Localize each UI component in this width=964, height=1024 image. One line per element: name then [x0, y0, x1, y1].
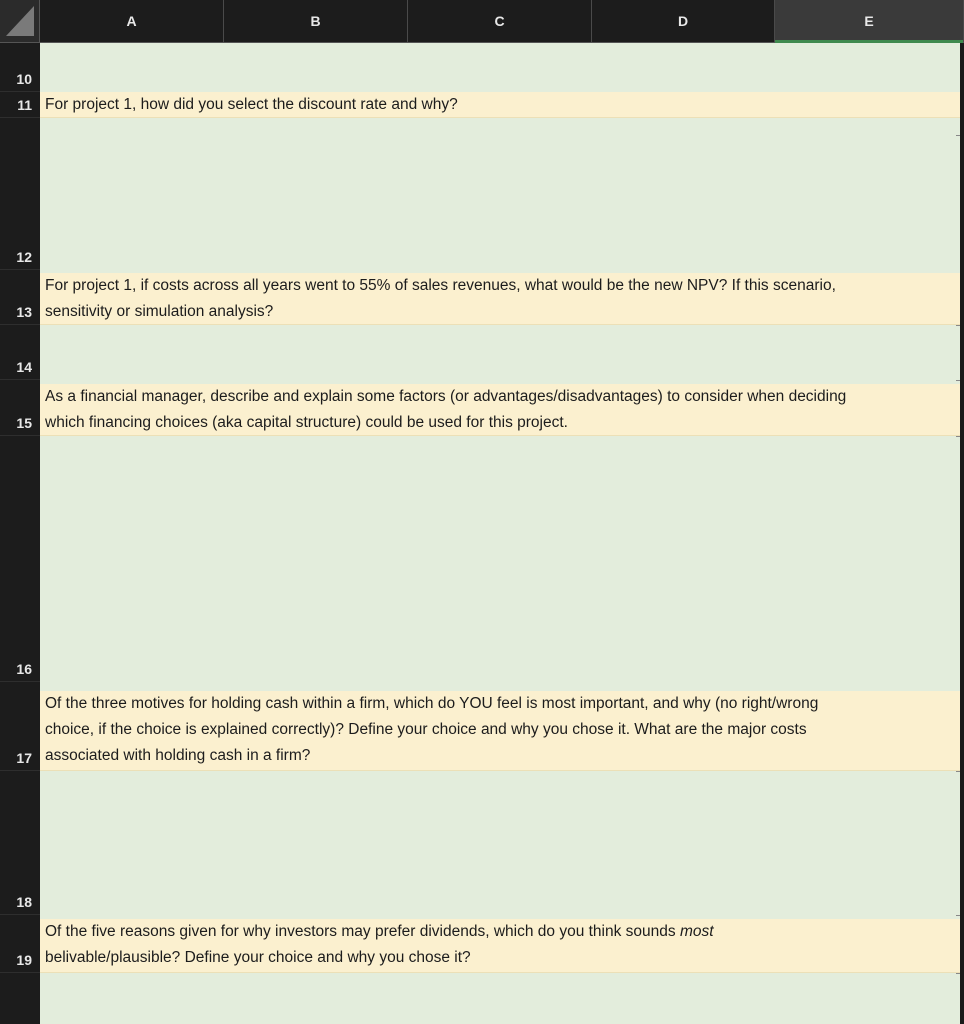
question-row-13[interactable] [40, 273, 960, 325]
emphasis-text: most [679, 923, 714, 940]
row-headers [0, 43, 40, 1024]
row-header-15[interactable]: 15 [0, 380, 40, 436]
question-row-15[interactable] [40, 384, 960, 436]
row-divider [956, 973, 960, 974]
question-text: belivable/plausible? Define your choice and why you chose it? [45, 949, 471, 966]
question-row-19[interactable] [40, 919, 960, 973]
row-header-12[interactable]: 12 [0, 118, 40, 270]
row-header-18[interactable]: 18 [0, 771, 40, 915]
question-row-17[interactable] [40, 691, 960, 771]
question-text: choice, if the choice is explained correctly)? Define your choice and why you chose it. What are the major costs [45, 721, 807, 738]
column-header-d[interactable]: D [592, 0, 775, 42]
row-divider [956, 915, 960, 916]
row-divider [956, 436, 960, 437]
row-header-10[interactable]: 10 [0, 43, 40, 92]
row-divider [956, 325, 960, 326]
question-text: For project 1, how did you select the discount rate and why? [45, 96, 458, 113]
question-text: associated with holding cash in a firm? [45, 747, 311, 764]
question-text: As a financial manager, describe and explain some factors (or advantages/disadvantages) to consider when deciding [45, 388, 847, 405]
question-row-11[interactable] [40, 92, 960, 118]
question-text: For project 1, if costs across all years went to 55% of sales revenues, what would be the new NPV? If this scenario, [45, 277, 836, 294]
row-header-17[interactable]: 17 [0, 682, 40, 771]
row-header-19[interactable]: 19 [0, 915, 40, 973]
row-header-11[interactable]: 11 [0, 92, 40, 118]
column-header-b[interactable]: B [224, 0, 408, 42]
row-header-13[interactable]: 13 [0, 270, 40, 325]
question-text-part: Of the five reasons given for why investors may prefer dividends, which do you think sounds [45, 923, 680, 940]
question-text: sensitivity or simulation analysis? [45, 303, 274, 320]
row-divider [956, 380, 960, 381]
question-text: which financing choices (aka capital structure) could be used for this project. [45, 414, 568, 431]
question-text [45, 919, 954, 945]
cell-grid[interactable] [40, 43, 960, 1024]
column-headers [40, 0, 964, 43]
column-header-a[interactable]: A [40, 0, 224, 42]
row-divider [956, 771, 960, 772]
column-header-c[interactable]: C [408, 0, 592, 42]
column-header-e[interactable]: E [775, 0, 964, 42]
row-header-14[interactable]: 14 [0, 325, 40, 380]
row-header-16[interactable]: 16 [0, 436, 40, 682]
row-divider [956, 135, 960, 136]
question-text: Of the three motives for holding cash within a firm, which do YOU feel is most important, and why (no right/wrong [45, 695, 819, 712]
select-all-icon [4, 4, 36, 38]
select-all-corner[interactable] [0, 0, 40, 43]
